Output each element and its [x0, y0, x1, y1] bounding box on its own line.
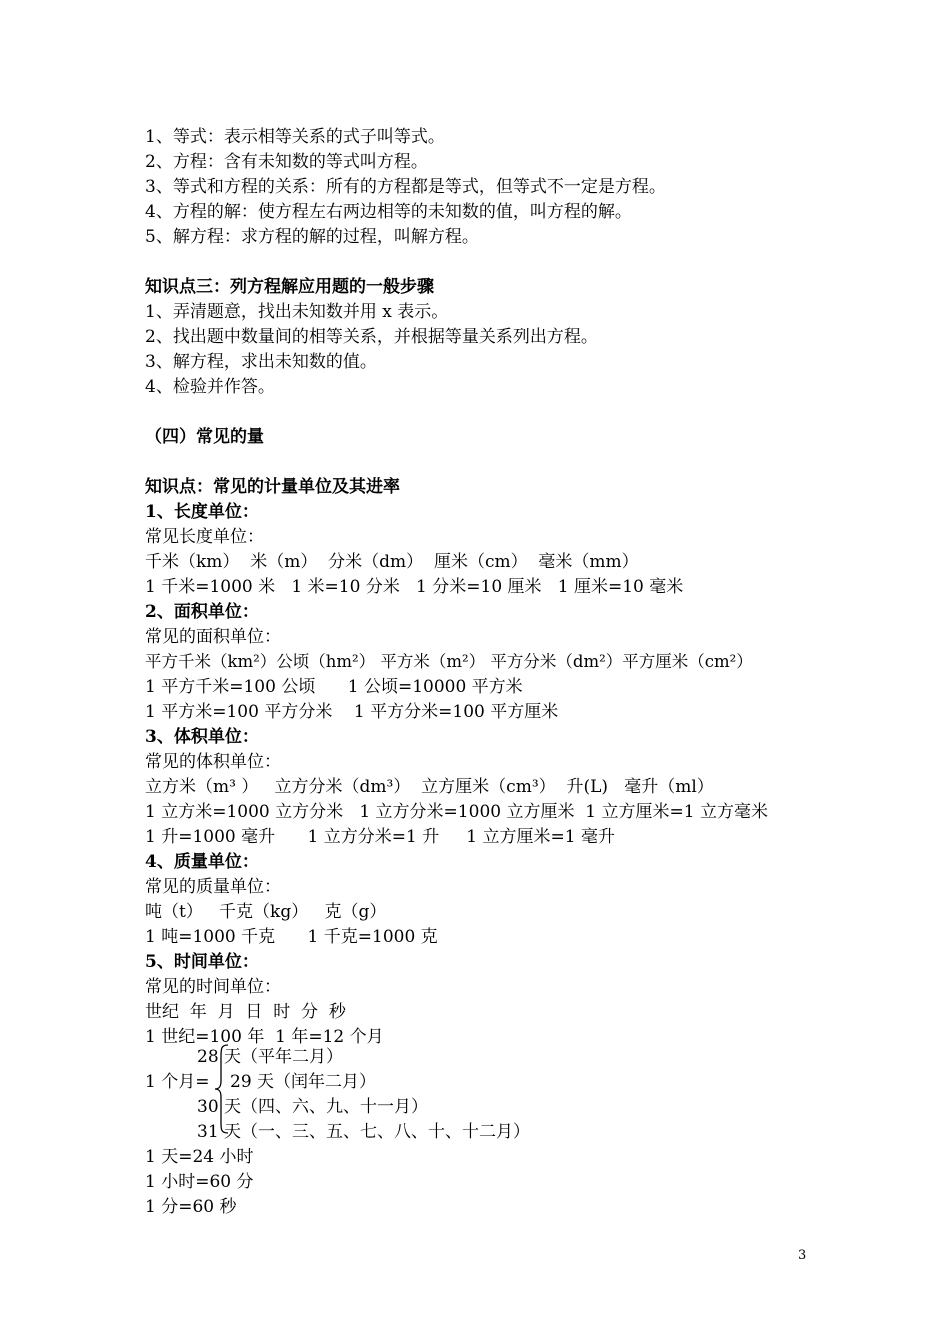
area-units: 平方千米（km²）公顷（hm²） 平方米（m²） 平方分米（dm²）平方厘米（cm²）: [145, 652, 753, 671]
month-label: 1 个月=: [145, 1072, 210, 1092]
kp3-step-4: 4、检验并作答。: [145, 377, 275, 397]
kp3-step-2: 2、找出题中数量间的相等关系，并根据等量关系列出方程。: [145, 327, 598, 347]
mass-units: 吨（t） 千克（kg） 克（g）: [145, 902, 387, 922]
month-option-31: 31 天（一、三、五、七、八、十、十二月）: [197, 1122, 531, 1142]
definition-equation: 2、方程：含有未知数的等式叫方程。: [145, 152, 428, 172]
volume-heading: 3、体积单位：: [145, 727, 259, 747]
mass-rates: 1 吨=1000 千克 1 千克=1000 克: [145, 927, 438, 947]
definition-solving: 5、解方程：求方程的解的过程，叫解方程。: [145, 227, 479, 247]
kp-units-title: 知识点：常见的计量单位及其进率: [145, 477, 400, 497]
kp3-step-3: 3、解方程，求出未知数的值。: [145, 352, 377, 372]
time-minute: 1 分=60 秒: [145, 1197, 237, 1217]
length-units: 千米（km） 米（m） 分米（dm） 厘米（cm） 毫米（mm）: [145, 552, 639, 572]
month-option-29: 29 天（闰年二月）: [230, 1072, 377, 1092]
area-rates-1: 1 平方千米=100 公顷 1 公顷=10000 平方米: [145, 677, 523, 697]
definition-equality: 1、等式：表示相等关系的式子叫等式。: [145, 127, 445, 147]
length-intro: 常见长度单位：: [145, 527, 264, 547]
area-rates-2: 1 平方米=100 平方分米 1 平方分米=100 平方厘米: [145, 702, 559, 722]
area-intro: 常见的面积单位：: [145, 627, 281, 647]
definition-relation: 3、等式和方程的关系：所有的方程都是等式，但等式不一定是方程。: [145, 177, 666, 197]
kp3-title: 知识点三：列方程解应用题的一般步骤: [145, 277, 434, 297]
mass-heading: 4、质量单位：: [145, 852, 259, 872]
length-rates: 1 千米=1000 米 1 米=10 分米 1 分米=10 厘米 1 厘米=10 毫米: [145, 577, 684, 597]
length-heading: 1、长度单位：: [145, 502, 259, 522]
volume-rates-2: 1 升=1000 毫升 1 立方分米=1 升 1 立方厘米=1 毫升: [145, 827, 615, 847]
month-option-28: 28 天（平年二月）: [197, 1047, 344, 1067]
definition-solution: 4、方程的解：使方程左右两边相等的未知数的值，叫方程的解。: [145, 202, 632, 222]
area-heading: 2、面积单位：: [145, 602, 259, 622]
mass-intro: 常见的质量单位：: [145, 877, 281, 897]
time-intro: 常见的时间单位：: [145, 977, 281, 997]
volume-rates-1: 1 立方米=1000 立方分米 1 立方分米=1000 立方厘米 1 立方厘米=1 立方毫米: [145, 802, 768, 822]
volume-intro: 常见的体积单位：: [145, 752, 281, 772]
time-day: 1 天=24 小时: [145, 1147, 254, 1167]
month-option-30: 30 天（四、六、九、十一月）: [197, 1097, 429, 1117]
time-units: 世纪 年 月 日 时 分 秒: [145, 1002, 346, 1022]
time-heading: 5、时间单位：: [145, 952, 259, 972]
section-4-title: （四）常见的量: [145, 427, 264, 447]
time-rates: 1 世纪=100 年 1 年=12 个月: [145, 1027, 384, 1047]
page-number: 3: [798, 1248, 807, 1263]
volume-units: 立方米（m³ ） 立方分米（dm³） 立方厘米（cm³） 升(L) 毫升（ml）: [145, 777, 714, 797]
kp3-step-1: 1、弄清题意，找出未知数并用 x 表示。: [145, 302, 449, 322]
time-hour: 1 小时=60 分: [145, 1172, 254, 1192]
